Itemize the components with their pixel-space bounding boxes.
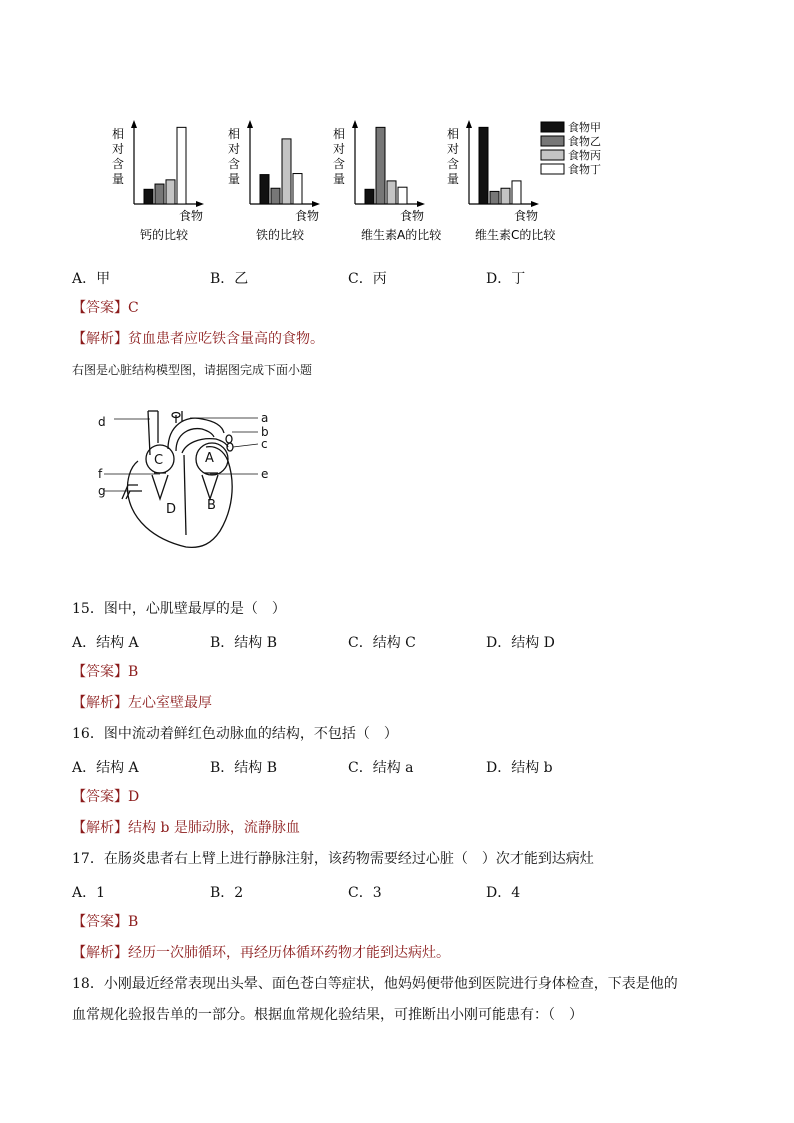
q16-option-d[interactable]: D．结构 b: [486, 760, 553, 776]
q14-option-a[interactable]: A．甲: [72, 271, 111, 287]
chart-3-x-arrow: [531, 201, 539, 207]
analysis-text: 结构 b 是肺动脉，流静脉血: [128, 820, 300, 836]
label-g: g: [98, 484, 106, 498]
q17-option-c[interactable]: C．3: [348, 885, 382, 901]
chart-2-y-arrow: [352, 120, 358, 128]
chart-3-bar-1: [490, 191, 499, 204]
chart-0-x-arrow: [196, 201, 204, 207]
chart-1-xlabel: 食物: [295, 209, 320, 223]
chart-1-bar-1: [271, 188, 280, 204]
legend-swatch-jia: [541, 122, 564, 132]
analysis-text: 左心室壁最厚: [128, 695, 212, 711]
q15-stem: 15．图中，心肌壁最厚的是（ ）: [72, 601, 286, 617]
q15-analysis: [72, 694, 212, 712]
q15-answer: [72, 663, 138, 681]
chart-0-ylabel-char: 对: [112, 142, 125, 156]
chart-1-bar-3: [293, 174, 302, 204]
answer-value: B: [128, 914, 139, 930]
chart-0-bar-3: [177, 127, 186, 204]
chart-2-x-arrow: [417, 201, 425, 207]
answer-value: C: [128, 300, 139, 316]
chart-2-title: 维生素A的比较: [361, 228, 442, 242]
q16-option-b[interactable]: B．结构 B: [210, 760, 278, 776]
legend-swatch-ding: [541, 164, 564, 174]
q16-option-c[interactable]: C．结构 a: [348, 760, 414, 776]
intro-text: 右图是心脏结构模型图，请据图完成下面小题: [72, 363, 313, 377]
septum: [184, 455, 186, 535]
chart-2-bar-2: [387, 181, 396, 204]
chart-3-ylabel-char: 相: [447, 127, 460, 141]
chart-2-bar-1: [376, 127, 385, 204]
label-e: e: [261, 467, 269, 481]
analysis-tag: 【解析】: [72, 945, 128, 961]
chart-0-title: 钙的比较: [140, 228, 189, 242]
chart-3-ylabel-char: 对: [447, 142, 460, 156]
chart-2-bar-3: [398, 187, 407, 204]
heart-diagram: [90, 403, 280, 553]
chart-0-y-arrow: [131, 120, 137, 128]
label-a: a: [261, 411, 269, 425]
q16-stem: 16．图中流动着鲜红色动脉血的结构，不包括（ ）: [72, 726, 398, 742]
label-f: f: [98, 467, 103, 481]
q14-analysis: [72, 330, 324, 348]
chart-2-ylabel-char: 含: [333, 157, 346, 171]
chart-1-ylabel-char: 相: [228, 127, 241, 141]
chart-3-ylabel-char: 含: [447, 157, 460, 171]
q15-option-c[interactable]: C．结构 C: [348, 635, 416, 651]
bar-charts-figure: [0, 110, 794, 250]
label-d: d: [98, 415, 106, 429]
chart-3-bar-2: [501, 188, 510, 204]
chart-1-ylabel-char: 对: [228, 142, 241, 156]
chart-1-x-arrow: [312, 201, 320, 207]
superior-vena-cava: [148, 411, 158, 455]
answer-tag: 【答案】: [72, 664, 128, 680]
inferior-vena-cava: [122, 485, 142, 499]
chart-1-y-arrow: [247, 120, 253, 128]
chart-3-bar-0: [479, 127, 488, 204]
q17-stem: 17．在肠炎患者右上臂上进行静脉注射，该药物需要经过心脏（ ）次才能到达病灶: [72, 851, 594, 867]
label-D: D: [166, 502, 177, 517]
leader-c: [233, 444, 258, 447]
answer-tag: 【答案】: [72, 789, 128, 805]
chart-1-title: 铁的比较: [256, 228, 305, 242]
chart-1-ylabel-char: 含: [228, 157, 241, 171]
label-b: b: [261, 425, 269, 439]
q16-answer: [72, 788, 139, 806]
analysis-text: 经历一次肺循环，再经历体循环药物才能到达病灶。: [128, 945, 450, 961]
chart-1-ylabel-char: 量: [228, 172, 241, 186]
vessel-b-end: [226, 435, 232, 443]
aorta: [168, 418, 224, 451]
analysis-tag: 【解析】: [72, 331, 128, 347]
q17-option-d[interactable]: D．4: [486, 885, 521, 901]
chart-0-bar-0: [144, 189, 153, 204]
legend-label-yi: 食物乙: [568, 135, 601, 148]
legend-label-jia: 食物甲: [568, 121, 601, 134]
answer-tag: 【答案】: [72, 300, 128, 316]
q14-answer: [72, 299, 139, 317]
chart-0-xlabel: 食物: [179, 209, 204, 223]
analysis-text: 贫血患者应吃铁含量高的食物。: [128, 331, 324, 347]
q17-option-a[interactable]: A．1: [72, 885, 106, 901]
q17-answer: [72, 913, 138, 931]
chart-3-title: 维生素C的比较: [475, 228, 556, 242]
chart-3-bar-3: [512, 181, 521, 204]
legend-swatch-bing: [541, 150, 564, 160]
chart-2-xlabel: 食物: [400, 209, 425, 223]
q14-option-c[interactable]: C．丙: [348, 271, 387, 287]
label-B: B: [207, 498, 216, 513]
q16-option-a[interactable]: A．结构 A: [72, 760, 139, 776]
legend-swatch-yi: [541, 136, 564, 146]
answer-value: D: [128, 789, 140, 805]
answer-tag: 【答案】: [72, 914, 128, 930]
label-c: c: [261, 437, 268, 451]
chart-3-ylabel-char: 量: [447, 172, 460, 186]
chart-1-bar-2: [282, 139, 291, 204]
chart-0-bar-1: [155, 184, 164, 204]
q17-option-b[interactable]: B．2: [210, 885, 244, 901]
chart-legend: [541, 120, 601, 176]
chart-2-ylabel-char: 对: [333, 142, 346, 156]
q17-analysis: [72, 944, 450, 962]
chart-3-xlabel: 食物: [514, 209, 539, 223]
q15-option-b[interactable]: B．结构 B: [210, 635, 278, 651]
chart-2-bar-0: [365, 189, 374, 204]
q16-analysis: [72, 819, 300, 837]
chart-3-y-arrow: [466, 120, 472, 128]
chart-0-ylabel-char: 含: [112, 157, 125, 171]
q18-stem-line1: 18．小刚最近经常表现出头晕、面色苍白等症状，他妈妈便带他到医院进行身体检查，下表是他的: [72, 976, 678, 992]
q14-option-b[interactable]: B．乙: [210, 271, 249, 287]
analysis-tag: 【解析】: [72, 695, 128, 711]
chart-0-bar-2: [166, 180, 175, 204]
heart-outline: [127, 447, 232, 548]
legend-label-bing: 食物丙: [568, 149, 601, 162]
chart-1-bar-0: [260, 175, 269, 204]
chart-2-ylabel-char: 量: [333, 172, 346, 186]
label-C: C: [154, 453, 164, 468]
answer-value: B: [128, 664, 139, 680]
label-A: A: [205, 451, 214, 466]
q14-option-d[interactable]: D．丁: [486, 271, 526, 287]
chart-2-ylabel-char: 相: [333, 127, 346, 141]
legend-label-ding: 食物丁: [568, 163, 601, 176]
chart-0-ylabel-char: 量: [112, 172, 125, 186]
q18-stem-line2: 血常规化验报告单的一部分。根据血常规化验结果，可推断出小刚可能患有：（ ）: [72, 1007, 583, 1023]
chart-0-ylabel-char: 相: [112, 127, 125, 141]
q15-option-d[interactable]: D．结构 D: [486, 635, 555, 651]
analysis-tag: 【解析】: [72, 820, 128, 836]
q15-option-a[interactable]: A．结构 A: [72, 635, 139, 651]
